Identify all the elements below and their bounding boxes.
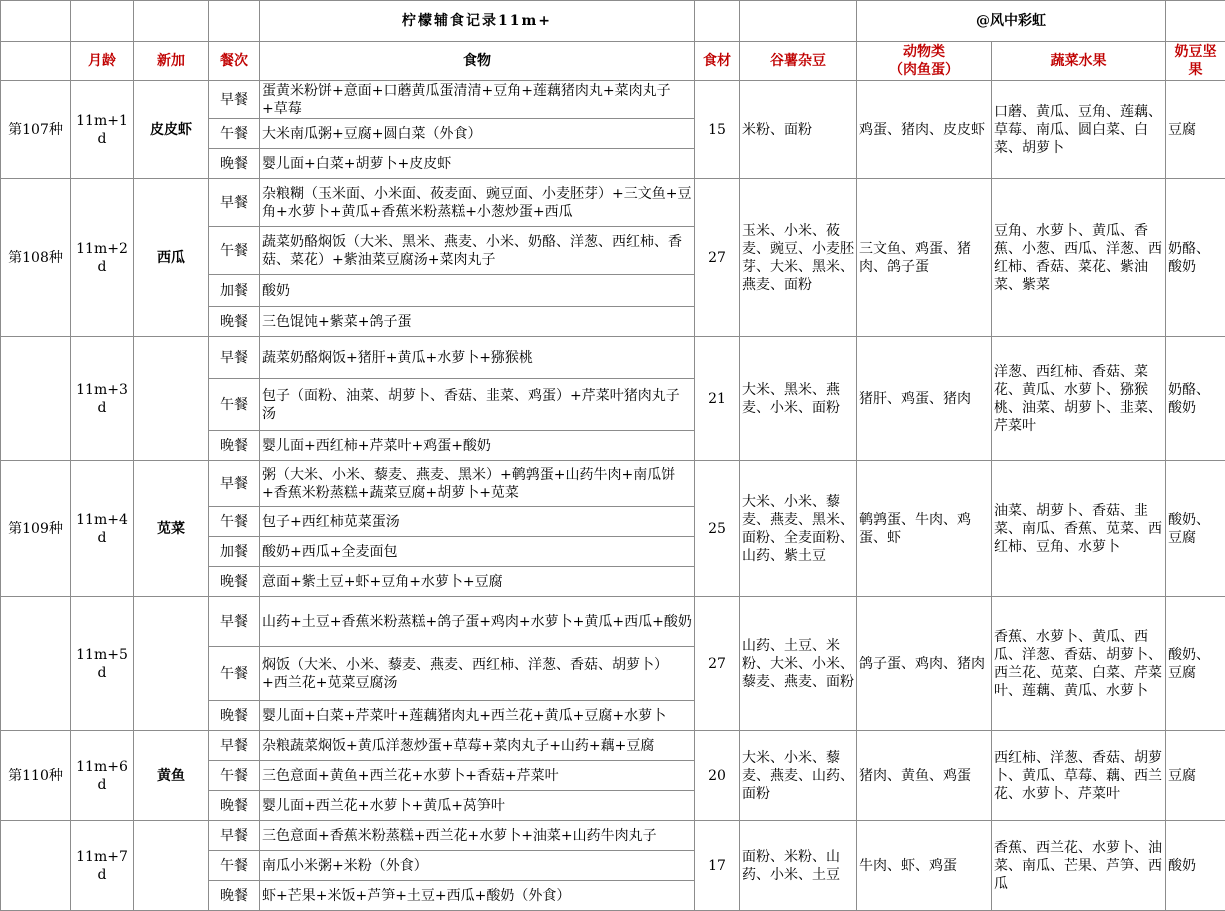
veg-fruit-cell[interactable]: 口蘑、黄瓜、豆角、莲藕、草莓、南瓜、圆白菜、白菜、胡萝卜	[992, 81, 1166, 179]
grains-cell[interactable]: 山药、土豆、米粉、大米、小米、藜麦、燕麦、面粉	[740, 597, 857, 731]
empty-cell[interactable]	[740, 1, 857, 42]
new-item-cell[interactable]	[134, 821, 209, 911]
age-cell[interactable]: 11m+2d	[71, 179, 134, 337]
count-cell[interactable]: 27	[695, 597, 740, 731]
meal-name-cell[interactable]: 午餐	[209, 379, 260, 431]
grains-cell[interactable]: 面粉、米粉、山药、小米、土豆	[740, 821, 857, 911]
meal-name-cell[interactable]: 晚餐	[209, 701, 260, 731]
food-cell[interactable]: 蔬菜奶酪焖饭+猪肝+黄瓜+水萝卜+猕猴桃	[260, 337, 695, 379]
meal-name-cell[interactable]: 晚餐	[209, 881, 260, 911]
meal-name-cell[interactable]: 早餐	[209, 731, 260, 761]
day-index-cell[interactable]: 第109种	[1, 461, 71, 597]
food-cell[interactable]: 焖饭（大米、小米、藜麦、燕麦、西红柿、洋葱、香菇、胡萝卜）+西兰花+苋菜豆腐汤	[260, 647, 695, 701]
header-new-item[interactable]: 新加	[134, 42, 209, 81]
food-cell[interactable]: 包子（面粉、油菜、胡萝卜、香菇、韭菜、鸡蛋）+芹菜叶猪肉丸子汤	[260, 379, 695, 431]
meal-name-cell[interactable]: 早餐	[209, 597, 260, 647]
new-item-cell[interactable]: 苋菜	[134, 461, 209, 597]
meal-name-cell[interactable]: 午餐	[209, 227, 260, 275]
day-index-cell[interactable]	[1, 821, 71, 911]
empty-cell[interactable]	[134, 1, 209, 42]
meal-name-cell[interactable]: 午餐	[209, 119, 260, 149]
food-cell[interactable]: 杂粮蔬菜焖饭+黄瓜洋葱炒蛋+草莓+菜肉丸子+山药+藕+豆腐	[260, 731, 695, 761]
day-index-cell[interactable]	[1, 597, 71, 731]
food-cell[interactable]: 山药+土豆+香蕉米粉蒸糕+鸽子蛋+鸡肉+水萝卜+黄瓜+西瓜+酸奶	[260, 597, 695, 647]
food-cell[interactable]: 婴儿面+白菜+胡萝卜+皮皮虾	[260, 149, 695, 179]
meal-name-cell[interactable]: 晚餐	[209, 567, 260, 597]
food-cell[interactable]: 三色意面+黄鱼+西兰花+水萝卜+香菇+芹菜叶	[260, 761, 695, 791]
meal-name-cell[interactable]: 晚餐	[209, 149, 260, 179]
veg-fruit-cell[interactable]: 西红柿、洋葱、香菇、胡萝卜、黄瓜、草莓、藕、西兰花、水萝卜、芹菜叶	[992, 731, 1166, 821]
count-cell[interactable]: 17	[695, 821, 740, 911]
food-cell[interactable]: 大米南瓜粥+豆腐+圆白菜（外食）	[260, 119, 695, 149]
header-veg-fruit[interactable]: 蔬菜水果	[992, 42, 1166, 81]
title-row	[1, 1, 1225, 42]
count-cell[interactable]: 20	[695, 731, 740, 821]
table-row	[1, 731, 1225, 761]
meal-name-cell[interactable]: 早餐	[209, 461, 260, 507]
new-item-cell[interactable]: 西瓜	[134, 179, 209, 337]
count-cell[interactable]: 21	[695, 337, 740, 461]
grains-cell[interactable]: 米粉、面粉	[740, 81, 857, 179]
meal-name-cell[interactable]: 早餐	[209, 81, 260, 119]
grains-cell[interactable]: 大米、小米、藜麦、燕麦、黑米、面粉、全麦面粉、山药、紫土豆	[740, 461, 857, 597]
day-index-cell[interactable]: 第108种	[1, 179, 71, 337]
animal-cell[interactable]: 鸽子蛋、鸡肉、猪肉	[857, 597, 992, 731]
header-animal[interactable]	[857, 42, 992, 81]
meal-name-cell[interactable]: 午餐	[209, 647, 260, 701]
food-cell[interactable]: 蔬菜奶酪焖饭（大米、黑米、燕麦、小米、奶酪、洋葱、西红柿、香菇、菜花）+紫油菜豆腐汤+菜肉丸子	[260, 227, 695, 275]
count-cell[interactable]: 15	[695, 81, 740, 179]
animal-cell[interactable]: 猪肝、鸡蛋、猪肉	[857, 337, 992, 461]
food-cell[interactable]: 粥（大米、小米、藜麦、燕麦、黑米）+鹌鹑蛋+山药牛肉+南瓜饼+香蕉米粉蒸糕+蔬菜豆腐+胡萝卜+苋菜	[260, 461, 695, 507]
dairy-cell[interactable]: 奶酪、酸奶	[1166, 337, 1225, 461]
header-animal-line1: 动物类	[903, 44, 945, 60]
age-cell[interactable]: 11m+5d	[71, 597, 134, 731]
food-cell[interactable]: 南瓜小米粥+米粉（外食）	[260, 851, 695, 881]
animal-cell[interactable]: 三文鱼、鸡蛋、猪肉、鸽子蛋	[857, 179, 992, 337]
veg-fruit-cell[interactable]: 油菜、胡萝卜、香菇、韭菜、南瓜、香蕉、苋菜、西红柿、豆角、水萝卜	[992, 461, 1166, 597]
header-row	[1, 42, 1225, 81]
dairy-cell[interactable]: 奶酪、酸奶	[1166, 179, 1225, 337]
new-item-cell[interactable]	[134, 337, 209, 461]
food-cell[interactable]: 婴儿面+白菜+芹菜叶+莲藕猪肉丸+西兰花+黄瓜+豆腐+水萝卜	[260, 701, 695, 731]
grains-cell[interactable]: 玉米、小米、莜麦、豌豆、小麦胚芽、大米、黑米、燕麦、面粉	[740, 179, 857, 337]
table-row	[1, 179, 1225, 227]
table-row	[1, 821, 1225, 851]
day-index-cell[interactable]: 第107种	[1, 81, 71, 179]
dairy-cell[interactable]: 酸奶	[1166, 821, 1225, 911]
meal-name-cell[interactable]: 加餐	[209, 275, 260, 307]
grains-cell[interactable]: 大米、黑米、燕麦、小米、面粉	[740, 337, 857, 461]
animal-cell[interactable]: 牛肉、虾、鸡蛋	[857, 821, 992, 911]
empty-cell[interactable]	[209, 1, 260, 42]
dairy-cell[interactable]: 酸奶、豆腐	[1166, 597, 1225, 731]
animal-cell[interactable]: 猪肉、黄鱼、鸡蛋	[857, 731, 992, 821]
dairy-cell[interactable]: 酸奶、豆腐	[1166, 461, 1225, 597]
meal-name-cell[interactable]: 早餐	[209, 337, 260, 379]
meal-name-cell[interactable]: 早餐	[209, 821, 260, 851]
meal-name-cell[interactable]: 午餐	[209, 507, 260, 537]
food-cell[interactable]: 蛋黄米粉饼+意面+口蘑黄瓜蛋清清+豆角+莲藕猪肉丸+菜肉丸子+草莓	[260, 81, 695, 119]
age-cell[interactable]: 11m+1d	[71, 81, 134, 179]
header-index[interactable]	[1, 42, 71, 81]
age-cell[interactable]: 11m+3d	[71, 337, 134, 461]
food-cell[interactable]: 包子+西红柿苋菜蛋汤	[260, 507, 695, 537]
meal-name-cell[interactable]: 晚餐	[209, 431, 260, 461]
empty-cell[interactable]	[1, 1, 71, 42]
food-cell[interactable]: 婴儿面+西红柿+芹菜叶+鸡蛋+酸奶	[260, 431, 695, 461]
veg-fruit-cell[interactable]: 香蕉、水萝卜、黄瓜、西瓜、洋葱、香菇、胡萝卜、西兰花、苋菜、白菜、芹菜叶、莲藕、黄瓜、水萝卜	[992, 597, 1166, 731]
veg-fruit-cell[interactable]: 洋葱、西红柿、香菇、菜花、黄瓜、水萝卜、猕猴桃、油菜、胡萝卜、韭菜、芹菜叶	[992, 337, 1166, 461]
header-animal-line2: （肉鱼蛋）	[889, 62, 959, 78]
meal-name-cell[interactable]: 加餐	[209, 537, 260, 567]
count-cell[interactable]: 25	[695, 461, 740, 597]
dairy-cell[interactable]: 豆腐	[1166, 81, 1225, 179]
animal-cell[interactable]: 鹌鹑蛋、牛肉、鸡蛋、虾	[857, 461, 992, 597]
sheet-title[interactable]: 柠檬辅食记录11m+	[260, 1, 695, 42]
header-food[interactable]: 食物	[260, 42, 695, 81]
animal-cell[interactable]: 鸡蛋、猪肉、皮皮虾	[857, 81, 992, 179]
header-count[interactable]: 食材	[695, 42, 740, 81]
meal-name-cell[interactable]: 晚餐	[209, 307, 260, 337]
day-index-cell[interactable]: 第110种	[1, 731, 71, 821]
veg-fruit-cell[interactable]: 豆角、水萝卜、黄瓜、香蕉、小葱、西瓜、洋葱、西红柿、香菇、菜花、紫油菜、紫菜	[992, 179, 1166, 337]
meal-name-cell[interactable]: 晚餐	[209, 791, 260, 821]
header-grains[interactable]: 谷薯杂豆	[740, 42, 857, 81]
empty-cell[interactable]	[1166, 1, 1225, 42]
food-cell[interactable]: 酸奶+西瓜+全麦面包	[260, 537, 695, 567]
food-cell[interactable]: 意面+紫土豆+虾+豆角+水萝卜+豆腐	[260, 567, 695, 597]
new-item-cell[interactable]	[134, 597, 209, 731]
header-age[interactable]: 月龄	[71, 42, 134, 81]
day-index-cell[interactable]	[1, 337, 71, 461]
food-cell[interactable]: 杂粮糊（玉米面、小米面、莜麦面、豌豆面、小麦胚芽）+三文鱼+豆角+水萝卜+黄瓜+香蕉米粉蒸糕+小葱炒蛋+西瓜	[260, 179, 695, 227]
food-cell[interactable]: 婴儿面+西兰花+水萝卜+黄瓜+莴笋叶	[260, 791, 695, 821]
veg-fruit-cell[interactable]: 香蕉、西兰花、水萝卜、油菜、南瓜、芒果、芦笋、西瓜	[992, 821, 1166, 911]
table-row	[1, 337, 1225, 379]
table-row	[1, 81, 1225, 119]
age-cell[interactable]: 11m+7d	[71, 821, 134, 911]
header-dairy[interactable]: 奶豆坚果	[1166, 42, 1225, 81]
header-meal[interactable]: 餐次	[209, 42, 260, 81]
meal-name-cell[interactable]: 早餐	[209, 179, 260, 227]
dairy-cell[interactable]: 豆腐	[1166, 731, 1225, 821]
new-item-cell[interactable]: 皮皮虾	[134, 81, 209, 179]
meal-name-cell[interactable]: 午餐	[209, 761, 260, 791]
age-cell[interactable]: 11m+6d	[71, 731, 134, 821]
table-row	[1, 597, 1225, 647]
food-cell[interactable]: 三色馄饨+紫菜+鸽子蛋	[260, 307, 695, 337]
author-label[interactable]: @风中彩虹	[857, 1, 1166, 42]
new-item-cell[interactable]: 黄鱼	[134, 731, 209, 821]
food-cell[interactable]: 酸奶	[260, 275, 695, 307]
food-cell[interactable]: 三色意面+香蕉米粉蒸糕+西兰花+水萝卜+油菜+山药牛肉丸子	[260, 821, 695, 851]
empty-cell[interactable]	[695, 1, 740, 42]
count-cell[interactable]: 27	[695, 179, 740, 337]
table-row	[1, 461, 1225, 507]
age-cell[interactable]: 11m+4d	[71, 461, 134, 597]
empty-cell[interactable]	[71, 1, 134, 42]
meal-name-cell[interactable]: 午餐	[209, 851, 260, 881]
grains-cell[interactable]: 大米、小米、藜麦、燕麦、山药、面粉	[740, 731, 857, 821]
food-cell[interactable]: 虾+芒果+米饭+芦笋+土豆+西瓜+酸奶（外食）	[260, 881, 695, 911]
